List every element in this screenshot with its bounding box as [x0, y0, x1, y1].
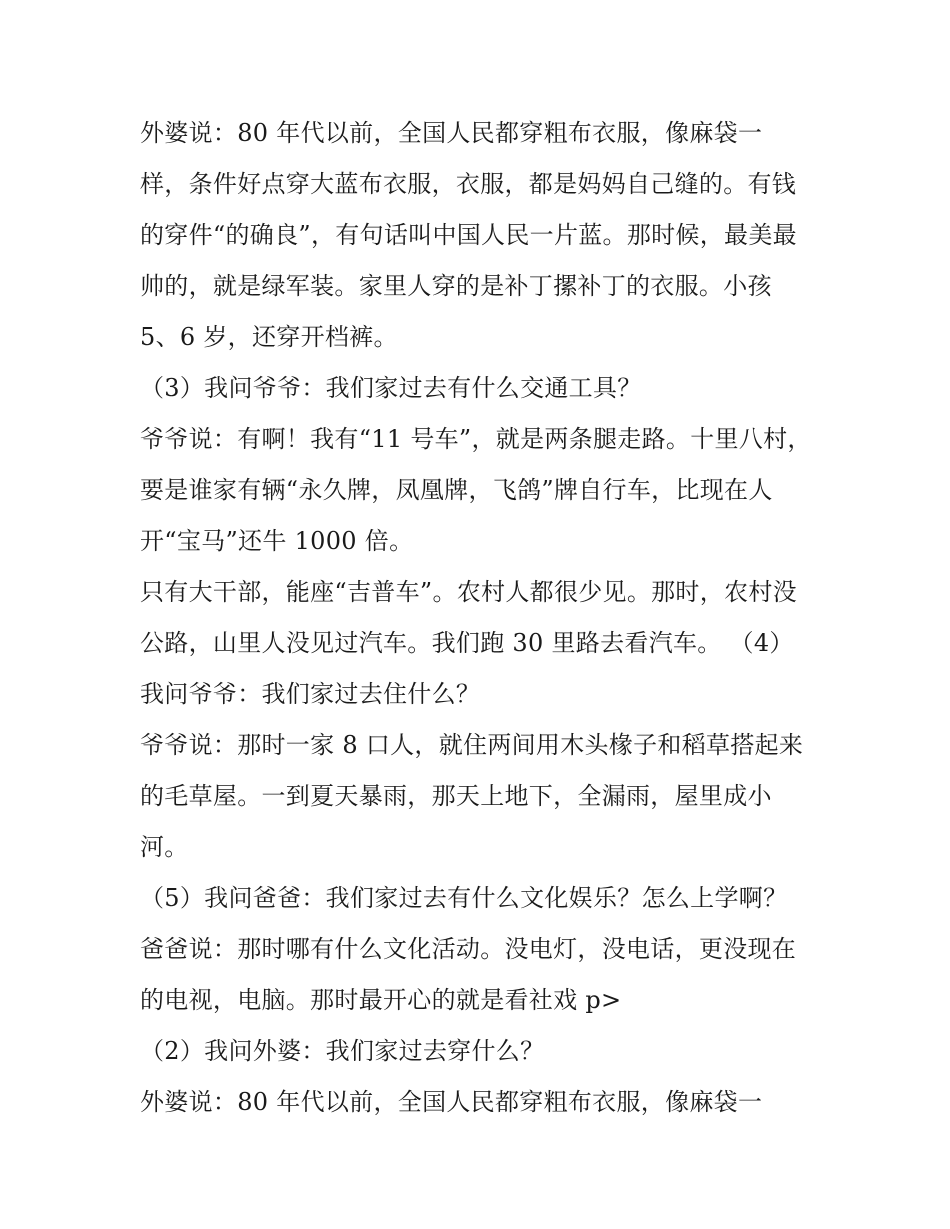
text-line: 的穿件“的确良”，有句话叫中国人民一片蓝。那时候，最美最	[140, 221, 797, 249]
text-line: 5、6 岁，还穿开档裤。	[140, 323, 398, 351]
text-line: 的毛草屋。一到夏天暴雨，那天上地下，全漏雨，屋里成小	[140, 782, 772, 810]
text-line: （2）我问外婆：我们家过去穿什么？	[140, 1037, 545, 1065]
text-line: 爸爸说：那时哪有什么文化活动。没电灯，没电话，更没现在	[140, 935, 797, 963]
text-line: 开“宝马”还牛 1000 倍。	[140, 527, 414, 555]
text-line: 外婆说：80 年代以前，全国人民都穿粗布衣服，像麻袋一	[140, 1088, 763, 1116]
text-line: （5）我问爸爸：我们家过去有什么文化娱乐？怎么上学啊？	[140, 884, 788, 912]
text-line: 帅的，就是绿军装。家里人穿的是补丁摞补丁的衣服。小孩	[140, 272, 772, 300]
text-line: 爷爷说：有啊！我有“11 号车”，就是两条腿走路。十里八村，	[140, 425, 812, 453]
text-line: （3）我问爷爷：我们家过去有什么交通工具？	[140, 374, 642, 402]
text-line: 公路，山里人没见过汽车。我们跑 30 里路去看汽车。 （4）	[140, 629, 794, 657]
text-line: 的电视，电脑。那时最开心的就是看社戏 p>	[140, 986, 622, 1014]
text-line: 河。	[140, 833, 189, 861]
text-line: 要是谁家有辆“永久牌，凤凰牌，飞鸽”牌自行车，比现在人	[140, 476, 773, 504]
text-line: 爷爷说：那时一家 8 口人，就住两间用木头椽子和稻草搭起来	[140, 731, 804, 759]
text-line: 我问爷爷：我们家过去住什么？	[140, 680, 481, 708]
text-line: 只有大干部，能座“吉普车”。农村人都很少见。那时，农村没	[140, 578, 797, 606]
document-body	[140, 108, 820, 1128]
text-line: 样，条件好点穿大蓝布衣服，衣服，都是妈妈自己缝的。有钱	[140, 170, 797, 198]
text-line: 外婆说：80 年代以前，全国人民都穿粗布衣服，像麻袋一	[140, 119, 763, 147]
